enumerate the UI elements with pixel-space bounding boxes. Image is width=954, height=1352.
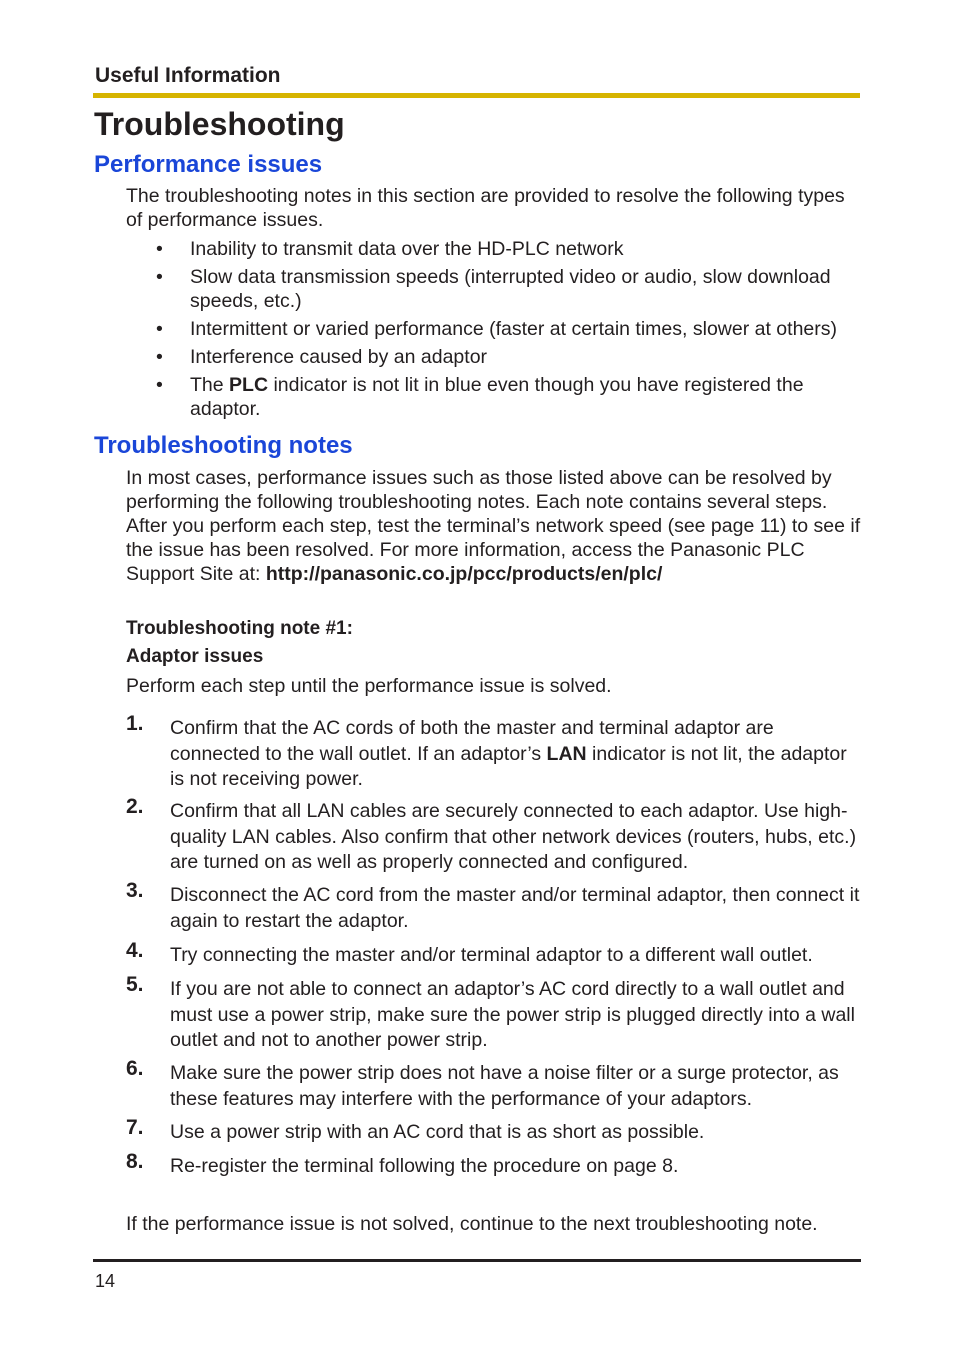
- support-site-url: http://panasonic.co.jp/pcc/products/en/plc/: [265, 563, 663, 585]
- page-title: Troubleshooting: [94, 106, 345, 142]
- bullet-icon: •: [156, 318, 163, 340]
- step-number: 4.: [126, 939, 144, 962]
- step-text: If you are not able to connect an adaptor’s AC cord directly to a wall outlet and must use a power strip, make sure the power strip is plugged directly into a wall outlet and not to another power strip.: [170, 978, 855, 1051]
- step-text: Disconnect the AC cord from the master and/or terminal adaptor, then connect it again to restart the adaptor.: [170, 884, 860, 932]
- list-item: • Intermittent or varied performance (faster at certain times, slower at others): [156, 318, 837, 340]
- step-number: 2.: [126, 795, 144, 818]
- bullet-icon: •: [156, 238, 163, 260]
- step-number: 1.: [126, 712, 144, 735]
- list-item: • Slow data transmission speeds (interrupted video or audio, slow download speeds, etc.): [156, 266, 831, 312]
- bullet-icon: •: [156, 374, 163, 396]
- step-text: Make sure the power strip does not have a noise filter or a surge protector, as these features may interfere with the performance of your adaptors.: [170, 1062, 839, 1110]
- step-text: Use a power strip with an AC cord that is as short as possible.: [170, 1121, 705, 1143]
- note-label: Troubleshooting note #1:: [126, 618, 353, 639]
- step-number: 3.: [126, 879, 144, 902]
- step-number: 6.: [126, 1057, 144, 1080]
- header-rule: [93, 93, 860, 98]
- list-item: • Inability to transmit data over the HD-PLC network: [156, 238, 624, 260]
- notes-intro: In most cases, performance issues such as those listed above can be resolved by performing the following troubleshooting notes. Each note contains several steps. After you perform each step, test the terminal’s network speed (see page 11) to see if the issue has been resolved. For more information, access the Panasonic PLC Support Site at: http://panasonic.co.jp/pcc/products/en/plc/: [126, 467, 861, 585]
- page-number: 14: [95, 1271, 116, 1291]
- lan-indicator-label: LAN: [546, 742, 587, 765]
- footer-rule: [93, 1259, 861, 1262]
- closing-note: If the performance issue is not solved, continue to the next troubleshooting note.: [126, 1213, 818, 1235]
- step-text: Confirm that all LAN cables are securely connected to each adaptor. Use high-quality LAN cables. Also confirm that other network devices (routers, hubs, etc.) are turned on as well as properly connected and configured.: [170, 800, 857, 873]
- performance-bullet-list: [126, 237, 866, 421]
- list-item: • Interference caused by an adaptor: [156, 346, 488, 368]
- step-text: Try connecting the master and/or terminal adaptor to a different wall outlet.: [170, 944, 813, 966]
- step-text: Confirm that the AC cords of both the master and terminal adaptor are connected to the wall outlet. If an adaptor’s LAN indicator is not lit, the adaptor is not receiving power.: [170, 717, 847, 790]
- note-subtitle: Adaptor issues: [126, 646, 264, 667]
- troubleshooting-notes-heading: Troubleshooting notes: [94, 432, 353, 459]
- step-number: 5.: [126, 973, 144, 996]
- performance-issues-heading: Performance issues: [94, 151, 323, 178]
- section-label: Useful Information: [95, 64, 281, 87]
- step-number: 7.: [126, 1116, 144, 1139]
- performance-intro: The troubleshooting notes in this section are provided to resolve the following types of performance issues.: [126, 185, 845, 231]
- plc-indicator-label: PLC: [229, 374, 269, 396]
- note-instruction: Perform each step until the performance issue is solved.: [126, 675, 612, 697]
- step-number: 8.: [126, 1150, 144, 1173]
- bullet-icon: •: [156, 346, 163, 368]
- list-item: • The PLC indicator is not lit in blue even though you have registered the adaptor.: [156, 374, 804, 420]
- step-text: Re-register the terminal following the procedure on page 8.: [170, 1155, 679, 1177]
- bullet-icon: •: [156, 266, 163, 288]
